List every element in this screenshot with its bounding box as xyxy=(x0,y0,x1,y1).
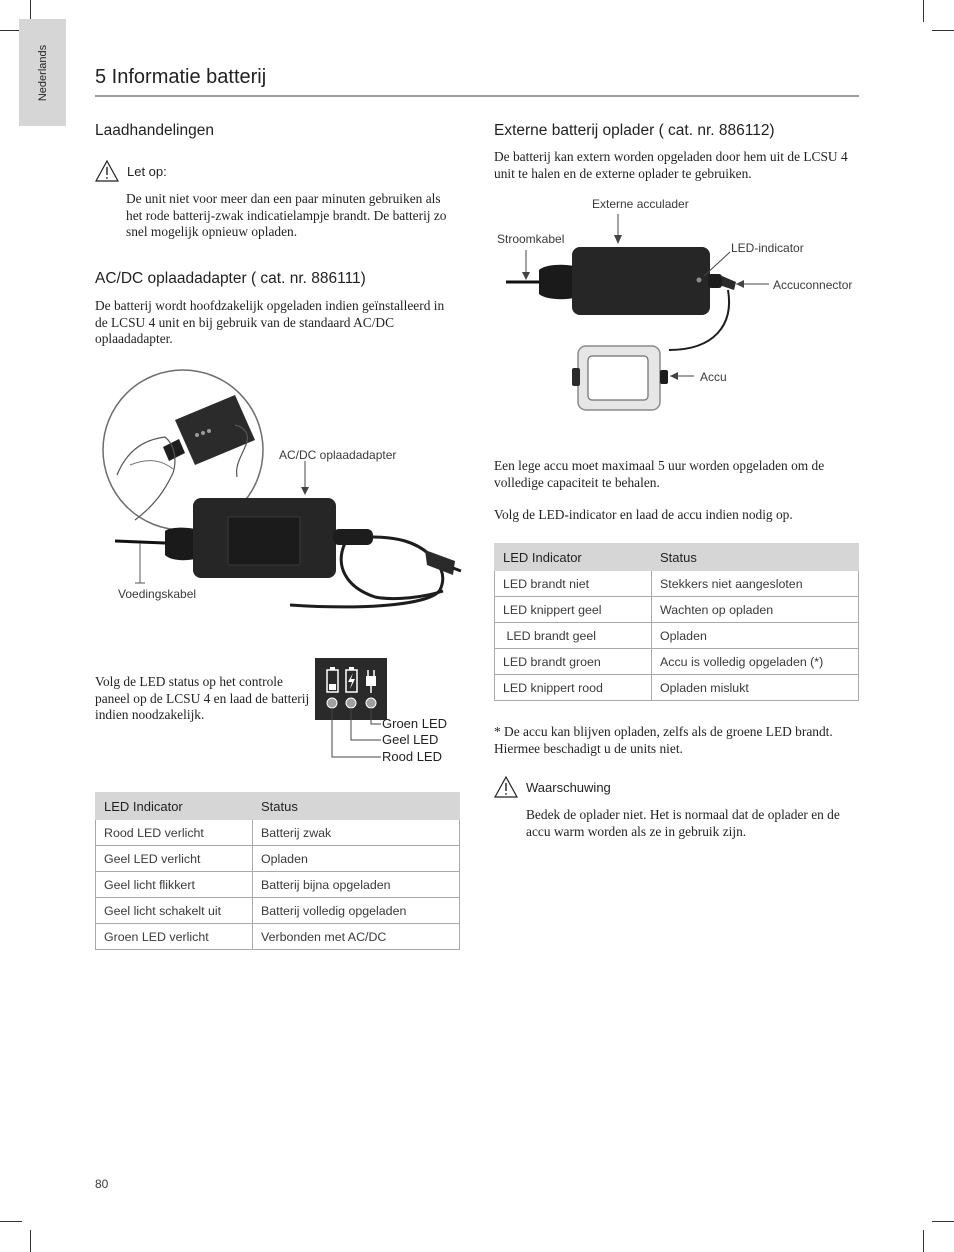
table-header-row xyxy=(495,544,859,571)
led-label-red: Rood LED xyxy=(382,749,442,764)
plug-icon xyxy=(366,676,376,686)
table-cell: Batterij bijna opgeladen xyxy=(253,872,460,898)
crop-mark xyxy=(932,1221,954,1222)
section-title-laadhandelingen: Laadhandelingen xyxy=(95,122,214,139)
table-row xyxy=(96,898,460,924)
led-status-table-charger xyxy=(494,543,859,701)
table-cell: Geel licht flikkert xyxy=(96,872,253,898)
led-label-green: Groen LED xyxy=(382,716,448,731)
table-cell: LED brandt groen xyxy=(495,649,652,675)
figure-label-acdc-adapter: AC/DC oplaadadapter xyxy=(279,448,397,462)
figure-label-led-indicator: LED-indicator xyxy=(731,241,804,255)
table-cell: LED knippert geel xyxy=(495,597,652,623)
warning-text: Bedek de oplader niet. Het is normaal dat de oplader en de accu warm worden als ze in gebruik zijn. xyxy=(526,807,840,839)
crop-mark xyxy=(30,1230,31,1252)
page-number: 80 xyxy=(95,1177,109,1191)
follow-led-text: Volg de LED-indicator en laad de accu indien nodig op. xyxy=(494,507,793,522)
figure-label-external-charger: Externe acculader xyxy=(592,197,689,211)
language-tab xyxy=(19,19,66,126)
warning-triangle-icon xyxy=(494,776,518,798)
crop-mark xyxy=(923,0,924,22)
figure-label-power-cable: Voedingskabel xyxy=(118,587,197,601)
table-row xyxy=(96,820,460,846)
table-header: Status xyxy=(253,793,460,820)
table-cell: Opladen xyxy=(652,623,859,649)
crop-mark xyxy=(0,1221,22,1222)
led-status-text: Volg de LED status op het controle paneel op de LCSU 4 en laad de batterij indien noodzakelijk. xyxy=(95,674,310,722)
external-charger-intro: De batterij kan extern worden opgeladen door hem uit de LCSU 4 unit te halen en de externe oplader te gebruiken. xyxy=(494,149,848,181)
table-row xyxy=(495,571,859,597)
title-divider xyxy=(95,95,859,97)
external-charger-illustration xyxy=(494,190,859,420)
table-cell: Geel licht schakelt uit xyxy=(96,898,253,924)
table-header: LED Indicator xyxy=(96,793,253,820)
section-title-acdc-adapter: AC/DC oplaadadapter ( cat. nr. 886111) xyxy=(95,270,366,287)
table-row xyxy=(96,872,460,898)
figure-label-connector: Accuconnector xyxy=(773,278,853,292)
table-row xyxy=(495,675,859,701)
crop-mark xyxy=(923,1230,924,1252)
language-tab-label: Nederlands xyxy=(36,44,49,101)
led-label-yellow: Geel LED xyxy=(382,732,439,747)
acdc-adapter-illustration xyxy=(95,365,475,625)
table-cell: Accu is volledig opgeladen (*) xyxy=(652,649,859,675)
figure-label-power-cord: Stroomkabel xyxy=(497,232,565,246)
table-cell: LED brandt niet xyxy=(495,571,652,597)
note-text: De unit niet voor meer dan een paar minuten gebruiken als het rode batterij-zwak indicatielampje brandt. De batterij zo snel mogelijk opnieuw opladen. xyxy=(126,191,447,239)
table-header: LED Indicator xyxy=(495,544,652,571)
table-cell: Stekkers niet aangesloten xyxy=(652,571,859,597)
warning-heading xyxy=(494,776,611,798)
table-row xyxy=(495,623,859,649)
note-heading xyxy=(95,160,167,182)
table-header-row xyxy=(96,793,460,820)
table-cell: Opladen mislukt xyxy=(652,675,859,701)
table-cell: Opladen xyxy=(253,846,460,872)
warning-triangle-icon xyxy=(95,160,119,182)
table-row xyxy=(96,846,460,872)
led-status-table-adapter xyxy=(95,792,460,950)
table-row xyxy=(96,924,460,950)
table-cell: Groen LED verlicht xyxy=(96,924,253,950)
table-header: Status xyxy=(652,544,859,571)
table-cell: Batterij zwak xyxy=(253,820,460,846)
warning-label: Waarschuwing xyxy=(526,779,611,795)
table-cell: LED knippert rood xyxy=(495,675,652,701)
table-cell: Verbonden met AC/DC xyxy=(253,924,460,950)
acdc-intro-text: De batterij wordt hoofdzakelijk opgeladen indien geïnstalleerd in de LCSU 4 unit en bij gebruik van de standaard AC/DC oplaadadapter. xyxy=(95,298,445,346)
note-label: Let op: xyxy=(127,163,167,179)
chapter-title: 5 Informatie batterij xyxy=(95,66,267,88)
crop-mark xyxy=(932,30,954,31)
figure-label-battery: Accu xyxy=(700,370,727,384)
table-cell: Geel LED verlicht xyxy=(96,846,253,872)
table-cell: Rood LED verlicht xyxy=(96,820,253,846)
charge-time-text: Een lege accu moet maximaal 5 uur worden opgeladen om de volledige capaciteit te behalen. xyxy=(494,458,825,490)
table-cell: Wachten op opladen xyxy=(652,597,859,623)
table-cell: LED brandt geel xyxy=(495,623,652,649)
table-row xyxy=(495,649,859,675)
section-title-external-charger: Externe batterij oplader ( cat. nr. 886112) xyxy=(494,122,775,139)
table-cell: Batterij volledig opgeladen xyxy=(253,898,460,924)
footnote-text: * De accu kan blijven opladen, zelfs als de groene LED brandt. Hiermee beschadigt u de units niet. xyxy=(494,724,833,756)
table-row xyxy=(495,597,859,623)
